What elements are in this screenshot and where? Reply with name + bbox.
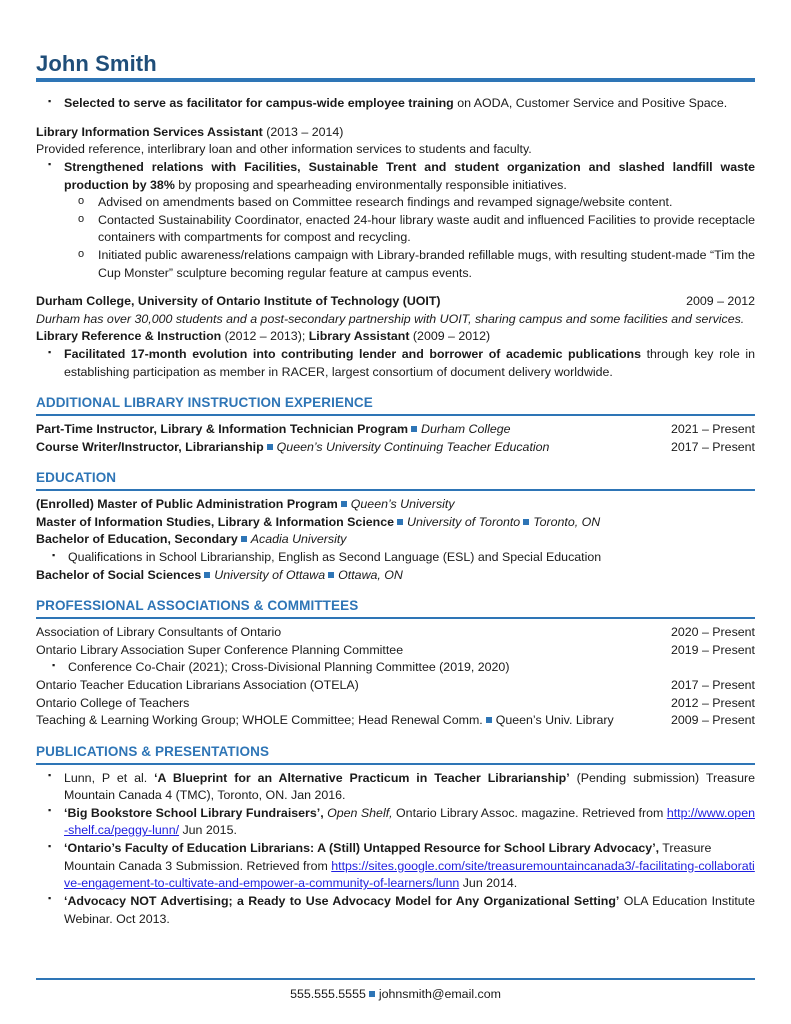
role-dates-1: (2012 – 2013); <box>221 329 309 344</box>
publication-title: ‘Advocacy NOT Advertising; a Ready to Use Advocacy Model for Any Organizational Setting’ <box>64 893 620 908</box>
school-name: Acadia University <box>250 532 347 547</box>
blue-square-icon <box>486 717 492 723</box>
blue-square-icon <box>204 572 210 578</box>
list-item <box>36 805 755 840</box>
entry-title: Part-Time Instructor, Library & Information Technician Program <box>36 422 409 437</box>
additional-experience-row <box>36 421 755 439</box>
job2-bullet-list <box>36 346 755 381</box>
association-date: 2020 – Present <box>670 625 755 640</box>
association-name-text: Teaching & Learning Working Group; WHOLE Committee; Head Renewal Comm. <box>36 713 483 728</box>
section-rule <box>36 763 755 765</box>
list-item: o Contacted Sustainability Coordinator, enacted 24-hour library waste audit and influenced Facilities to provide receptacle containers with compartments for compost and recycling. <box>36 212 755 247</box>
degree-name: Master of Information Studies, Library & Information Science <box>36 514 395 529</box>
top-bullet-list <box>36 95 755 113</box>
blue-square-icon <box>341 501 347 507</box>
school-name: University of Ottawa <box>214 567 326 582</box>
association-name: Ontario Teacher Education Librarians Association (OTELA) <box>36 677 359 692</box>
employer-blurb: Durham has over 30,000 students and a post-secondary partnership with UOIT, sharing campus and some facilities and services. <box>36 311 745 326</box>
blue-square-icon <box>523 519 529 525</box>
job-dates: (2013 – 2014) <box>262 124 344 139</box>
association-row <box>36 677 755 695</box>
degree-name: (Enrolled) Master of Public Administration Program <box>36 497 338 512</box>
contact-line <box>36 986 755 1002</box>
spacer <box>36 113 755 124</box>
education-entry <box>36 567 755 585</box>
bullet-bold-text: Strengthened relations with Facilities, Sustainable Trent and student organization and slashed landfill waste production by 38% <box>64 159 755 192</box>
bullet-rest-text: on AODA, Customer Service and Positive Space. <box>453 96 728 111</box>
section-rule <box>36 414 755 416</box>
blue-square-icon <box>267 444 273 450</box>
publication-tail: Jun 2015. <box>179 823 237 838</box>
footer-rule <box>36 978 755 980</box>
role-dates-2: (2009 – 2012) <box>409 329 491 344</box>
publications-list <box>36 770 755 928</box>
job-title: Library Information Services Assistant <box>36 124 263 139</box>
employer-row <box>36 293 755 311</box>
entry-title: Course Writer/Instructor, Librarianship <box>36 439 264 454</box>
association-sub-bullet-list <box>36 659 755 677</box>
spacer <box>36 282 755 293</box>
list-item <box>36 95 755 113</box>
association-name: Ontario College of Teachers <box>36 695 190 710</box>
blue-square-icon <box>397 519 403 525</box>
publication-rest: (Pending submission) Treasure Mountain Canada 4 (TMC), Toronto, ON. Jan 2016. <box>64 770 755 803</box>
association-row <box>36 712 755 730</box>
education-sub-bullet-list <box>36 549 755 567</box>
education-entry <box>36 514 755 532</box>
bullet-rest-text: through key role in establishing participation as member in RACER, largest consortium of document delivery worldwide. <box>64 347 755 379</box>
page-title: John Smith <box>36 51 157 76</box>
association-date: 2017 – Present <box>670 677 755 692</box>
additional-experience-row <box>36 439 755 457</box>
section-rule <box>36 489 755 491</box>
additional-experience-entry <box>36 421 661 439</box>
degree-name: Bachelor of Social Sciences <box>36 567 202 582</box>
publication-title: ‘Big Bookstore School Library Fundraisers’, <box>64 805 324 820</box>
header-rule <box>36 78 755 82</box>
school-name: Queen’s University <box>350 497 455 512</box>
list-item <box>36 159 755 194</box>
entry-org: Queen’s University Continuing Teacher Education <box>276 439 550 454</box>
association-name <box>36 712 661 730</box>
employer-dates: 2009 – 2012 <box>686 294 755 309</box>
list-item <box>36 346 755 381</box>
job1-bullet-list <box>36 159 755 194</box>
school-name: University of Toronto <box>407 514 521 529</box>
job-title-row <box>36 124 755 142</box>
bullet-bold-text: Facilitated 17-month evolution into contributing lender and borrower of academic publications <box>64 347 642 362</box>
role-title-2: Library Assistant <box>308 329 410 344</box>
blue-square-icon <box>369 991 375 997</box>
publication-link[interactable]: https://sites.google.com/site/treasuremountaincanada3/-facilitating-collaborative-engagement-to-cultivate-and-empower-a-community-of-learners/lunn <box>64 858 755 891</box>
association-date: 2012 – Present <box>670 695 755 710</box>
publication-pre: Lunn, P et al. <box>64 770 155 785</box>
association-org: Queen’s Univ. Library <box>495 713 614 728</box>
blue-square-icon <box>328 572 334 578</box>
section-rule <box>36 617 755 619</box>
entry-date: 2021 – Present <box>670 422 755 437</box>
association-name: Ontario Library Association Super Conference Planning Committee <box>36 642 404 657</box>
list-item: o Advised on amendments based on Committee research findings and revamped signage/website content. <box>36 194 755 212</box>
section-heading-associations: PROFESSIONAL ASSOCIATIONS & COMMITTEES <box>36 598 359 614</box>
publication-venue: Open Shelf, <box>323 805 393 820</box>
publication-title: ‘Ontario’s Faculty of Education Librarians: A (Still) Untapped Resource for School Library Advocacy’, <box>64 841 660 856</box>
list-item: o Initiated public awareness/relations campaign with Library-branded refillable mugs, with resulting student-made “Tim the Cup Monster” sculpture becoming regular feature at campus events. <box>36 247 755 282</box>
list-item: ▪ Qualifications in School Librarianship, English as Second Language (ESL) and Special Education <box>36 549 755 567</box>
bullet-rest-text: by proposing and spearheading environmentally responsible initiatives. <box>174 177 567 192</box>
education-entry <box>36 531 755 549</box>
job1-sub-bullet-list <box>36 194 755 282</box>
email-address: johnsmith@email.com <box>378 986 501 1001</box>
publication-title: ‘A Blueprint for an Alternative Practicum in Teacher Librarianship’ <box>154 770 570 785</box>
blue-square-icon <box>241 536 247 542</box>
publication-tail: Jun 2014. <box>459 876 518 891</box>
phone-number: 555.555.5555 <box>290 986 366 1001</box>
school-location: Toronto, ON <box>533 514 601 529</box>
publication-rest: OLA Education Institute Webinar. Oct 2013. <box>64 893 755 926</box>
additional-experience-entry <box>36 439 661 457</box>
blue-square-icon <box>411 426 417 432</box>
publication-rest: Treasure Mountain Canada 3 Submission. Retrieved from <box>64 841 712 873</box>
bullet-bold-text: Selected to serve as facilitator for campus-wide employee training <box>64 96 454 111</box>
footer <box>36 978 755 1002</box>
association-name: Association of Library Consultants of Ontario <box>36 625 282 640</box>
employer-name: Durham College, University of Ontario Institute of Technology (UOIT) <box>36 294 441 309</box>
association-date: 2019 – Present <box>670 642 755 657</box>
list-item <box>36 893 755 928</box>
publication-link[interactable]: http://www.open-shelf.ca/peggy-lunn/ <box>64 805 755 838</box>
section-heading-education: EDUCATION <box>36 470 117 486</box>
entry-date: 2017 – Present <box>670 439 755 454</box>
degree-name: Bachelor of Education, Secondary <box>36 532 238 547</box>
section-heading-additional-experience: ADDITIONAL LIBRARY INSTRUCTION EXPERIENCE <box>36 395 373 411</box>
list-item: ▪ Conference Co-Chair (2021); Cross-Divisional Planning Committee (2019, 2020) <box>36 659 755 677</box>
role-title-1: Library Reference & Instruction <box>36 329 222 344</box>
association-row <box>36 624 755 642</box>
job-summary: Provided reference, interlibrary loan and other information services to students and faculty. <box>36 142 532 157</box>
list-item <box>36 840 755 893</box>
publication-rest: Ontario Library Assoc. magazine. Retrieved from <box>392 805 667 820</box>
association-row <box>36 695 755 713</box>
education-entry <box>36 496 755 514</box>
list-item <box>36 770 755 805</box>
association-row <box>36 642 755 660</box>
job-roles-row <box>36 328 755 346</box>
association-date: 2009 – Present <box>670 713 755 728</box>
section-heading-publications: PUBLICATIONS & PRESENTATIONS <box>36 743 270 759</box>
school-location: Ottawa, ON <box>338 567 403 582</box>
entry-org: Durham College <box>421 422 511 437</box>
